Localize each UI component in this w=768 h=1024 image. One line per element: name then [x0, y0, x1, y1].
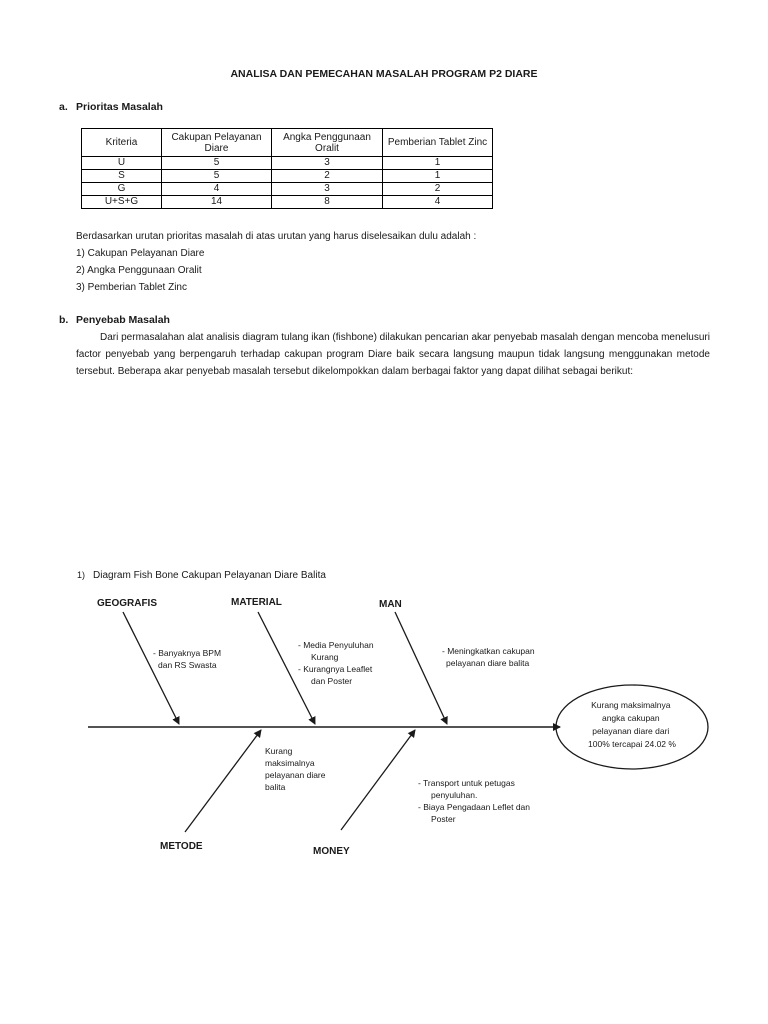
table-cell: 4: [383, 196, 493, 209]
table-cell: U+S+G: [82, 196, 162, 209]
table-cell: 4: [162, 183, 272, 196]
table-header-cell: Kriteria: [82, 129, 162, 157]
category-man-label: MAN: [379, 599, 402, 610]
priority-item: 1) Cakupan Pelayanan Diare: [76, 248, 205, 259]
table-cell: 1: [383, 170, 493, 183]
cause-geografis: - Banyaknya BPM dan RS Swasta: [153, 648, 222, 670]
paragraph-line: tersebut. Beberapa akar penyebab masalah tersebut dikelompokkan dalam berbagai faktor yang dapat dilihat sebagai berikut:: [76, 366, 634, 377]
category-money-label: MONEY: [313, 846, 350, 857]
cause-money: - Transport untuk petugas penyuluhan. - Biaya Pengadaan Leflet dan Poster: [418, 778, 531, 824]
diagram-number: 1): [77, 570, 86, 580]
section-a-label: a.: [59, 101, 68, 113]
table-cell: S: [82, 170, 162, 183]
bone-metode: [185, 730, 261, 832]
table-header-cell: Angka Penggunaan Oralit: [272, 129, 383, 157]
section-b-label: b.: [59, 314, 69, 326]
cause-metode: Kurang maksimalnya pelayanan diare balita: [265, 746, 326, 792]
table-cell: 2: [383, 183, 493, 196]
section-b-title: Penyebab Masalah: [76, 314, 170, 326]
table-cell: 14: [162, 196, 272, 209]
table-header-cell: Cakupan Pelayanan Diare: [162, 129, 272, 157]
table-cell: 1: [383, 157, 493, 170]
table-cell: 8: [272, 196, 383, 209]
table-cell: 5: [162, 157, 272, 170]
effect-text: Kurang maksimalnya angka cakupan pelayanan diare dari 100% tercapai 24.02 %: [588, 700, 676, 749]
category-material-label: MATERIAL: [231, 597, 282, 608]
category-geografis-label: GEOGRAFIS: [97, 598, 158, 609]
cause-material: - Media Penyuluhan Kurang - Kurangnya Leaflet dan Poster: [298, 640, 374, 686]
paragraph-line: factor penyebab yang berpengaruh terhadap cakupan program Diare baik secara langsung maupun tidak langsung menggunakan metode: [76, 349, 710, 360]
table-cell: U: [82, 157, 162, 170]
section-a-title: Prioritas Masalah: [76, 101, 163, 113]
table-header-cell: Pemberian Tablet Zinc: [383, 129, 493, 157]
bone-money: [341, 730, 415, 830]
table-cell: 3: [272, 157, 383, 170]
diagram-title: Diagram Fish Bone Cakupan Pelayanan Diare Balita: [93, 570, 326, 581]
bone-man: [395, 612, 447, 724]
table-cell: 5: [162, 170, 272, 183]
table-cell: 3: [272, 183, 383, 196]
priority-item: 2) Angka Penggunaan Oralit: [76, 265, 202, 276]
category-metode-label: METODE: [160, 841, 203, 852]
document-title: ANALISA DAN PEMECAHAN MASALAH PROGRAM P2 DIARE: [230, 68, 538, 80]
paragraph-line: Dari permasalahan alat analisis diagram tulang ikan (fishbone) dilakukan pencarian akar penyebab masalah dengan mencoba menelusuri: [100, 332, 710, 343]
conclusion-intro: Berdasarkan urutan prioritas masalah di atas urutan yang harus diselesaikan dulu adalah :: [76, 231, 477, 242]
table-cell: 2: [272, 170, 383, 183]
priority-item: 3) Pemberian Tablet Zinc: [76, 282, 187, 293]
table-cell: G: [82, 183, 162, 196]
cause-man: - Meningkatkan cakupan pelayanan diare balita: [442, 646, 535, 668]
